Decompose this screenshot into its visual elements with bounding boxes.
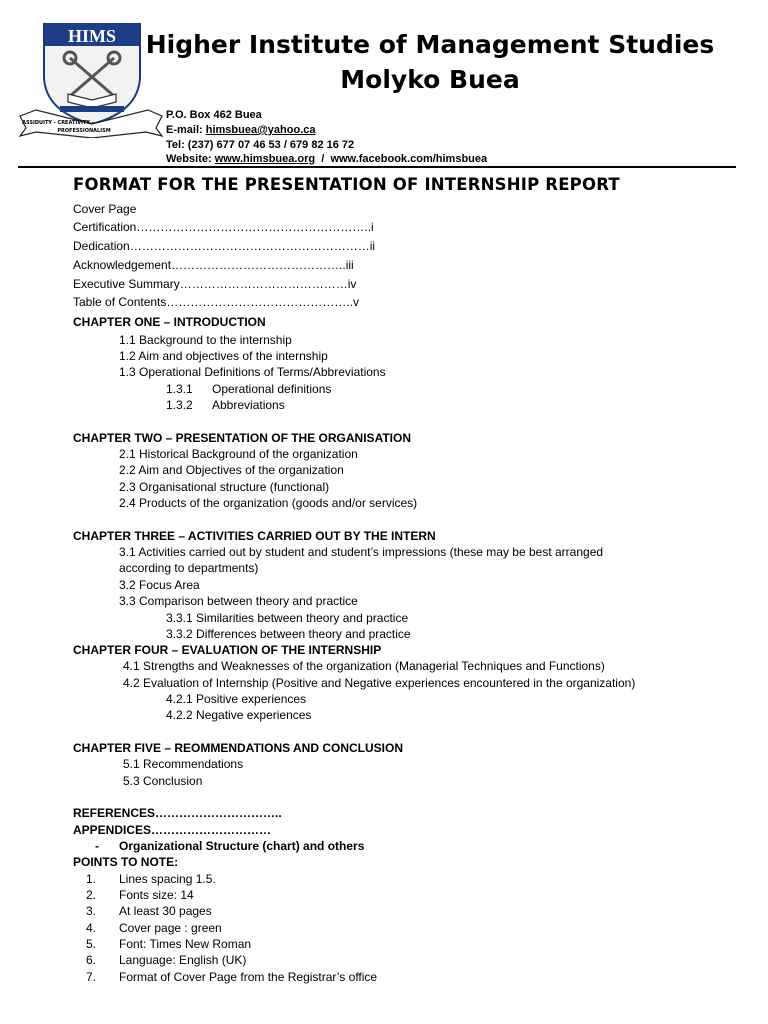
chapter-three-item-continued: according to departments) [119, 561, 259, 575]
facebook-link[interactable]: www.facebook.com/himsbuea [330, 153, 488, 165]
appendix-bullet: - [95, 839, 99, 853]
point-text: Lines spacing 1.5. [119, 872, 216, 886]
points-heading: POINTS TO NOTE: [73, 855, 179, 869]
point-text: Format of Cover Page from the Registrar’s office [119, 970, 378, 984]
chapter-three-item: 3.1 Activities carried out by student and student’s impressions (these may be best arranged [119, 545, 604, 559]
point-item [86, 888, 194, 903]
point-number: 7. [86, 970, 97, 984]
point-item [86, 937, 251, 952]
front-matter-item: Cover Page [73, 202, 137, 216]
chapter-two-heading: CHAPTER TWO – PRESENTATION OF THE ORGANISATION [73, 431, 412, 445]
website-label: Website: [166, 153, 215, 165]
email-line [166, 123, 316, 137]
website-link[interactable]: www.himsbuea.org [214, 153, 316, 165]
subitem-text: Abbreviations [212, 398, 285, 412]
chapter-five-item: 5.1 Recommendations [123, 757, 244, 771]
chapter-one-subitem [166, 398, 285, 413]
po-box: P.O. Box 462 Buea [166, 109, 262, 121]
chapter-five-item: 5.3 Conclusion [123, 774, 203, 788]
chapter-one-item: 1.1 Background to the internship [119, 333, 292, 347]
front-matter-item: Certification…………………………………………………..i [73, 220, 374, 234]
chapter-four-item: 4.1 Strengths and Weaknesses of the organization (Managerial Techniques and Functions) [123, 659, 605, 673]
point-number: 3. [86, 904, 97, 918]
subitem-number: 1.3.1 [166, 382, 193, 396]
email-label: E-mail: [166, 124, 206, 136]
chapter-three-item: 3.2 Focus Area [119, 578, 200, 592]
chapter-four-item: 4.2 Evaluation of Internship (Positive and Negative experiences encountered in the organization) [123, 676, 636, 690]
point-text: Cover page : green [119, 921, 222, 935]
header-rule [18, 166, 736, 168]
front-matter-item: Dedication……………………………………………………ii [73, 239, 376, 253]
chapter-four-subitem: 4.2.1 Positive experiences [166, 692, 307, 706]
point-item [86, 872, 216, 887]
chapter-three-subitem: 3.3.1 Similarities between theory and practice [166, 611, 409, 625]
email-link[interactable]: himsbuea@yahoo.ca [205, 124, 316, 136]
logo-ribbon-right: PROFESSIONALISM [57, 128, 111, 134]
chapter-two-item: 2.2 Aim and Objectives of the organization [119, 463, 344, 477]
chapter-two-item: 2.3 Organisational structure (functional) [119, 480, 330, 494]
subitem-text: Operational definitions [212, 382, 332, 396]
point-item [86, 953, 246, 968]
chapter-one-item: 1.3 Operational Definitions of Terms/Abbreviations [119, 365, 386, 379]
point-number: 1. [86, 872, 97, 886]
point-text: Font: Times New Roman [119, 937, 252, 951]
subitem-number: 1.3.2 [166, 398, 193, 412]
chapter-one-subitem [166, 382, 331, 397]
institute-location: Molyko Buea [340, 65, 520, 94]
chapter-two-item: 2.1 Historical Background of the organization [119, 447, 358, 461]
point-item [86, 970, 377, 985]
chapter-one-item: 1.2 Aim and objectives of the internship [119, 349, 328, 363]
chapter-three-heading: CHAPTER THREE – ACTIVITIES CARRIED OUT BY THE INTERN [73, 529, 436, 543]
appendices-heading: APPENDICES………………………… [73, 823, 272, 837]
point-number: 6. [86, 953, 97, 967]
chapter-three-item: 3.3 Comparison between theory and practice [119, 594, 358, 608]
chapter-three-subitem: 3.3.2 Differences between theory and practice [166, 627, 411, 641]
point-item [86, 921, 222, 936]
chapter-four-heading: CHAPTER FOUR – EVALUATION OF THE INTERNSHIP [73, 643, 382, 657]
front-matter-item: Executive Summary……………………………………iv [73, 277, 357, 291]
appendix-item: Organizational Structure (chart) and others [119, 839, 365, 853]
logo-ribbon-left: ASSIDUITY - CREATIVITY - [22, 120, 94, 126]
chapter-one-heading: CHAPTER ONE – INTRODUCTION [73, 315, 266, 329]
telephone: Tel: (237) 677 07 46 53 / 679 82 16 72 [166, 139, 355, 151]
chapter-five-heading: CHAPTER FIVE – REOMMENDATIONS AND CONCLUSION [73, 741, 404, 755]
document-title: FORMAT FOR THE PRESENTATION OF INTERNSHIP REPORT [73, 175, 620, 194]
logo-abbr: HIMS [67, 26, 117, 46]
institute-name: Higher Institute of Management Studies [145, 30, 715, 59]
point-item [86, 904, 212, 919]
front-matter-item: Acknowledgement……………………………………..iii [73, 258, 354, 272]
references-heading: REFERENCES………………………….. [73, 806, 282, 820]
point-number: 2. [86, 888, 97, 902]
point-text: At least 30 pages [119, 904, 212, 918]
front-matter-item: Table of Contents………………………………………..v [73, 295, 360, 309]
point-number: 5. [86, 937, 97, 951]
website-line [166, 152, 487, 166]
chapter-four-subitem: 4.2.2 Negative experiences [166, 708, 312, 722]
chapter-two-item: 2.4 Products of the organization (goods and/or services) [119, 496, 418, 510]
point-text: Language: English (UK) [119, 953, 247, 967]
point-text: Fonts size: 14 [119, 888, 194, 902]
point-number: 4. [86, 921, 97, 935]
website-separator: / [315, 153, 331, 165]
